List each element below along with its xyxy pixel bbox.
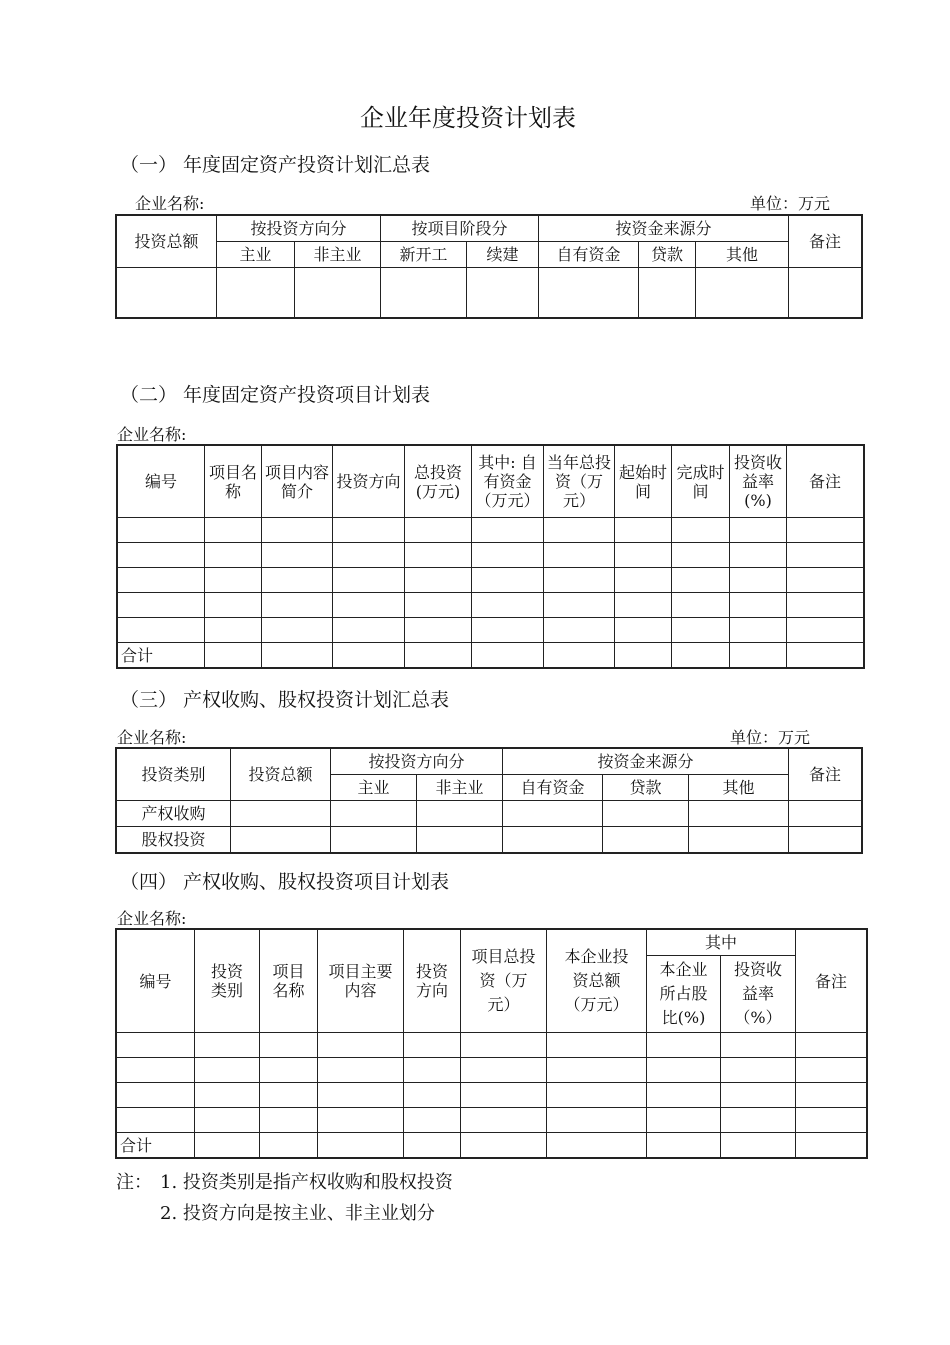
header-project-summary: 项目内容简介 [262, 446, 333, 518]
header-total: 投资总额 [231, 749, 331, 801]
header-remark: 备注 [789, 216, 862, 268]
cell[interactable] [639, 268, 696, 318]
page-title: 企业年度投资计划表 [360, 104, 576, 132]
total-row [117, 1133, 867, 1158]
table-row [117, 1108, 867, 1133]
header-non-main: 非主业 [295, 242, 381, 268]
header-by-source: 按资金来源分 [503, 749, 789, 775]
section-4-company-label: 企业名称: [117, 909, 187, 928]
header-of-which: 其中 [647, 930, 796, 956]
section-2-company-label: 企业名称: [117, 425, 187, 444]
header-type: 投资类别 [117, 749, 231, 801]
header-by-source: 按资金来源分 [539, 216, 789, 242]
header-total-investment: 总投资(万元) [405, 446, 472, 518]
header-year-investment: 当年总投资（万元） [544, 446, 615, 518]
note-1: 1. 投资类别是指产权收购和股权投资 [160, 1172, 453, 1193]
table-row [118, 518, 864, 543]
section-4-table [116, 929, 867, 1158]
row-label: 股权投资 [117, 827, 231, 853]
table-row [117, 801, 862, 827]
cell[interactable] [117, 268, 217, 318]
header-share: 本企业所占股比(%) [647, 956, 721, 1033]
section-1-unit: 单位：万元 [750, 194, 831, 213]
cell[interactable] [467, 268, 539, 318]
header-yield: 投资收益率(%) [730, 446, 787, 518]
header-own-funds: 其中: 自有资金（万元） [472, 446, 544, 518]
cell[interactable] [295, 268, 381, 318]
header-main: 主业 [217, 242, 295, 268]
table-row [117, 1033, 867, 1058]
section-2-heading: （二） 年度固定资产投资项目计划表 [120, 384, 431, 406]
table-row [118, 543, 864, 568]
header-id: 编号 [117, 930, 195, 1033]
header-own-funds: 自有资金 [539, 242, 639, 268]
header-by-direction: 按投资方向分 [217, 216, 381, 242]
cell[interactable] [217, 268, 295, 318]
cell[interactable] [539, 268, 639, 318]
header-direction: 投资方向 [333, 446, 405, 518]
header-direction: 投资方向 [404, 930, 461, 1033]
section-3-table [116, 748, 862, 853]
section-1-company-label: 企业名称: [135, 194, 205, 213]
header-continued: 续建 [467, 242, 539, 268]
section-4-heading: （四） 产权收购、股权投资项目计划表 [120, 871, 450, 893]
cell[interactable] [696, 268, 789, 318]
header-remark: 备注 [796, 930, 867, 1033]
header-other: 其他 [689, 775, 789, 801]
header-project-name: 项目名称 [205, 446, 262, 518]
cell[interactable] [381, 268, 467, 318]
section-3-company-label: 企业名称: [117, 728, 187, 747]
section-1-table [116, 215, 862, 318]
header-id: 编号 [118, 446, 205, 518]
header-other: 其他 [696, 242, 789, 268]
header-remark: 备注 [789, 749, 862, 801]
table-row [117, 827, 862, 853]
header-yield: 投资收益率（%） [721, 956, 796, 1033]
notes-prefix: 注： [116, 1172, 152, 1193]
section-1-heading: （一） 年度固定资产投资计划汇总表 [120, 154, 431, 176]
header-end-time: 完成时间 [672, 446, 730, 518]
header-main-content: 项目主要内容 [318, 930, 404, 1033]
header-loan: 贷款 [639, 242, 696, 268]
header-start-time: 起始时间 [615, 446, 672, 518]
section-3-unit: 单位：万元 [730, 728, 811, 747]
table-row [118, 593, 864, 618]
header-non-main: 非主业 [417, 775, 503, 801]
header-company-total: 本企业投资总额（万元） [547, 930, 647, 1033]
header-main: 主业 [331, 775, 417, 801]
header-total: 投资总额 [117, 216, 217, 268]
total-row [118, 643, 864, 668]
header-remark: 备注 [787, 446, 864, 518]
table-row [117, 268, 862, 318]
note-2: 2. 投资方向是按主业、非主业划分 [160, 1203, 435, 1224]
row-label: 产权收购 [117, 801, 231, 827]
header-own-funds: 自有资金 [503, 775, 603, 801]
header-by-direction: 按投资方向分 [331, 749, 503, 775]
total-label: 合计 [118, 643, 205, 668]
header-type: 投资类别 [195, 930, 260, 1033]
header-new: 新开工 [381, 242, 467, 268]
table-row [118, 618, 864, 643]
table-row [118, 568, 864, 593]
section-3-heading: （三） 产权收购、股权投资计划汇总表 [120, 689, 450, 711]
cell[interactable] [789, 268, 862, 318]
table-row [117, 1083, 867, 1108]
section-2-table [117, 445, 864, 668]
header-project-total: 项目总投资（万元） [461, 930, 547, 1033]
header-loan: 贷款 [603, 775, 689, 801]
total-label: 合计 [117, 1133, 195, 1158]
header-by-stage: 按项目阶段分 [381, 216, 539, 242]
header-project-name: 项目名称 [260, 930, 318, 1033]
table-row [117, 1058, 867, 1083]
